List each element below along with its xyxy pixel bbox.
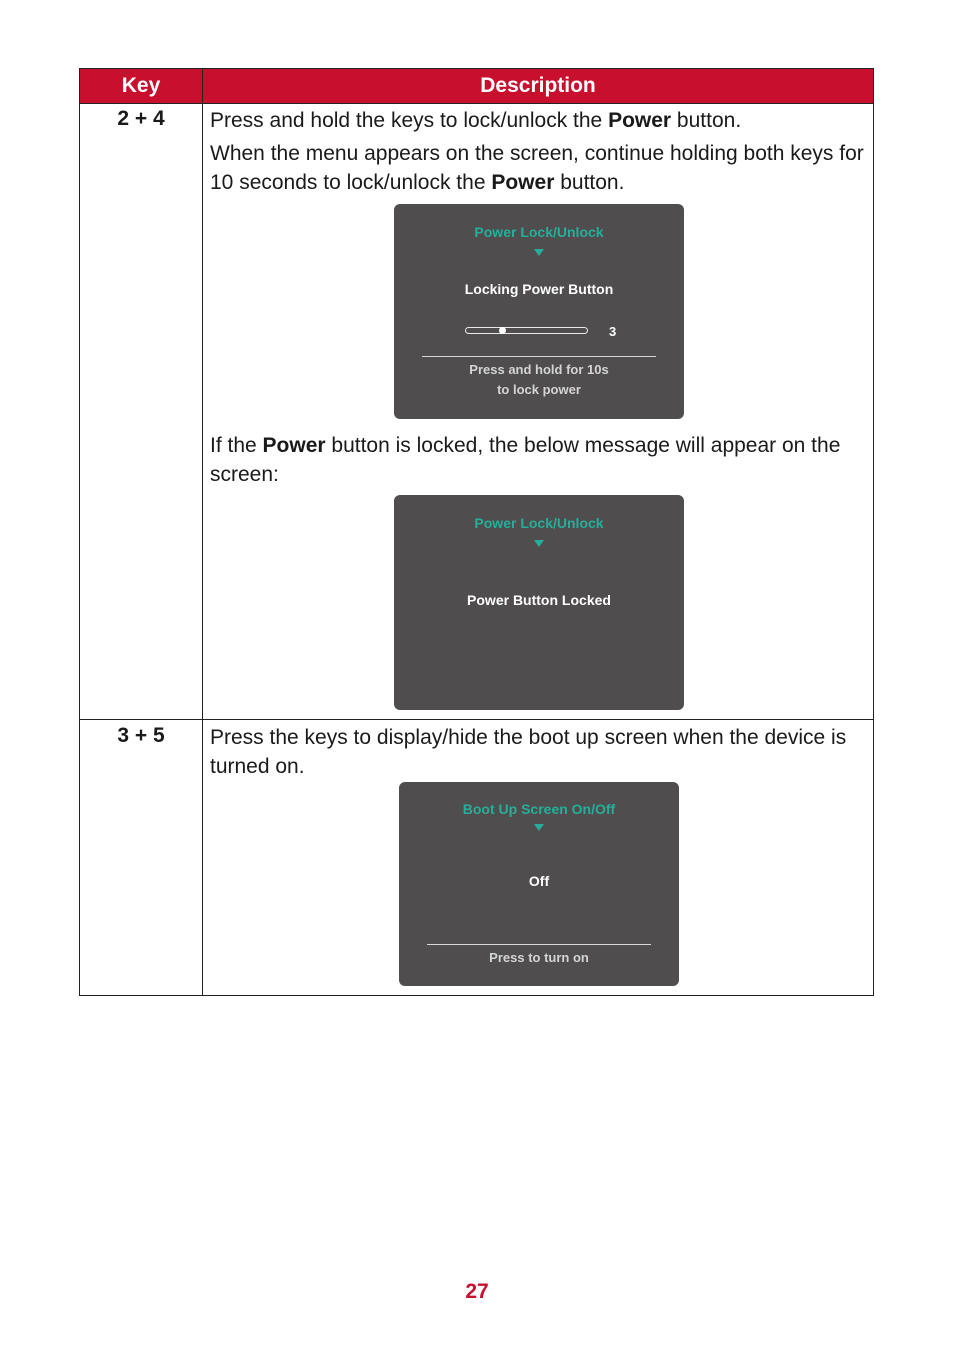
osd-boot-up-screen: [399, 782, 679, 986]
osd-title: Boot Up Screen On/Off: [462, 801, 616, 817]
row1-p2-bold: Power: [491, 171, 555, 194]
triangle-down-icon: [534, 540, 544, 547]
row2-paragraph1: Press the keys to display/hide the boot up screen when the device is turned on.: [210, 726, 847, 778]
osd-title: Power Lock/Unlock: [474, 515, 604, 531]
osd-title: Power Lock/Unlock: [474, 224, 604, 240]
header-description: Description: [480, 74, 596, 97]
osd-separator: [422, 356, 656, 357]
row1-p1-text-end: button.: [671, 109, 742, 132]
key-description-table: [79, 68, 874, 996]
row1-p2-text-end: button.: [554, 171, 625, 194]
row1-p1-bold: Power: [608, 109, 672, 132]
osd-footer-line2: to lock power: [497, 382, 581, 397]
header-key: Key: [121, 74, 161, 97]
row1-paragraph2: [210, 139, 870, 197]
row2-key: 3 + 5: [117, 724, 165, 747]
row1-p3-bold: Power: [262, 434, 326, 457]
row1-p1-text: Press and hold the keys to lock/unlock the: [210, 109, 609, 132]
osd-separator: [427, 944, 651, 945]
osd-footer: Press to turn on: [489, 950, 589, 965]
row1-p3-text: If the: [210, 434, 263, 457]
countdown-number: 3: [609, 324, 617, 339]
row1-paragraph3: [210, 431, 870, 489]
row1-key: 2 + 4: [117, 107, 165, 130]
table-header: [80, 69, 873, 104]
countdown-progress-bar: [465, 327, 588, 334]
osd-message: Locking Power Button: [464, 281, 614, 297]
osd-footer-line1: Press and hold for 10s: [469, 362, 609, 377]
row1-p3-text-end: button is locked, the below message will appear on the screen:: [210, 434, 841, 486]
progress-indicator: [499, 327, 506, 334]
page-number: 27: [465, 1280, 489, 1303]
column-divider: [202, 69, 203, 995]
osd-message: Power Button Locked: [467, 592, 611, 608]
row-divider: [80, 719, 873, 720]
osd-message: Off: [528, 873, 550, 889]
osd-power-locked: [394, 495, 684, 710]
triangle-down-icon: [534, 249, 544, 256]
row1-paragraph1: [210, 106, 870, 135]
triangle-down-icon: [534, 824, 544, 831]
row1-p2-text: When the menu appears on the screen, continue holding both keys for 10 seconds to lock/unlock the: [210, 142, 864, 194]
osd-power-locking: [394, 204, 684, 419]
